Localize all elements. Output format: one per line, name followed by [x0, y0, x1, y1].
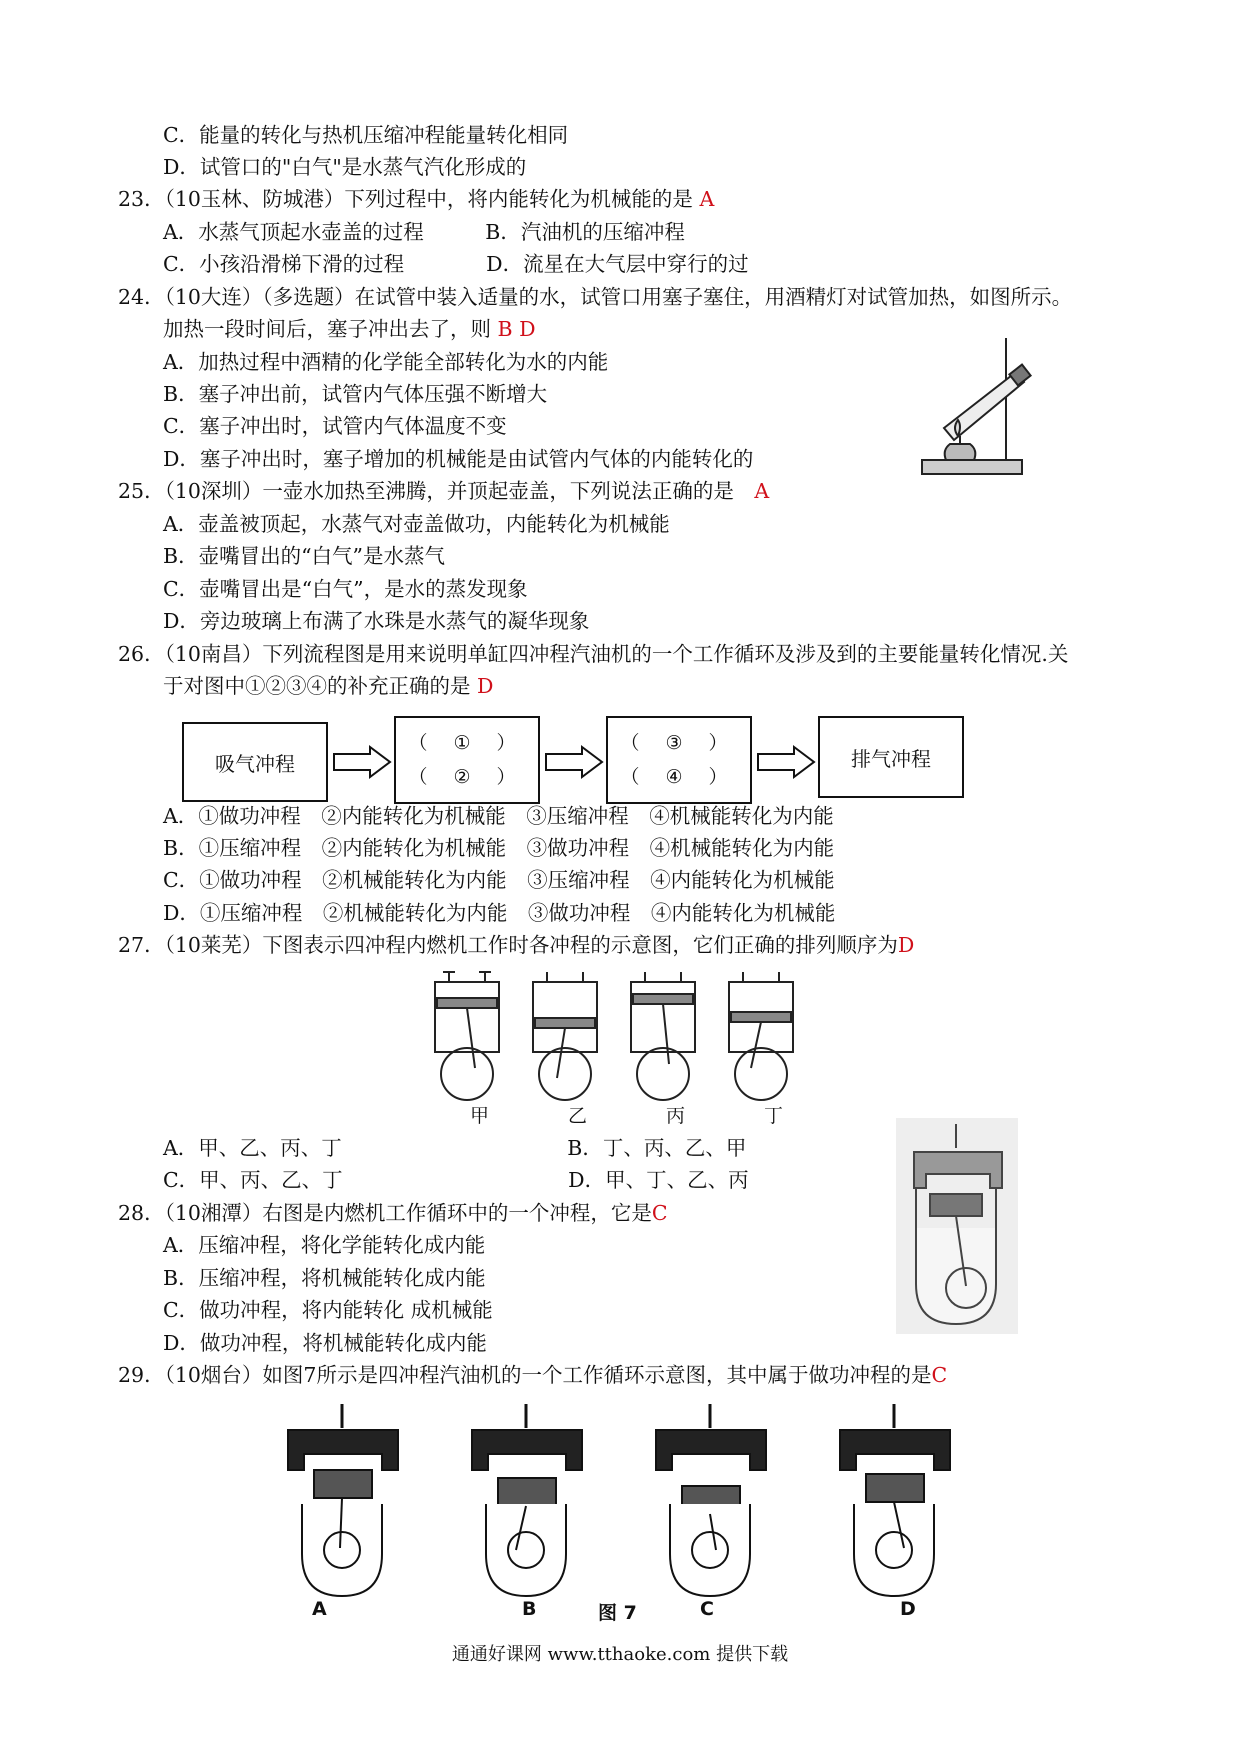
- q27-label: 乙: [568, 1105, 588, 1127]
- flow-arrow-icon: [332, 745, 392, 779]
- test-tube-apparatus-figure: [920, 332, 1040, 492]
- engine-diagram-c: [656, 1404, 766, 1596]
- line-16: 26．（10南昌）下列流程图是用来说明单缸四冲程汽油机的一个工作循环及涉及到的主要能量转化情况.关: [118, 642, 1069, 666]
- line-20: C．①做功冲程 ②机械能转化为内能 ③压缩冲程 ④内能转化为机械能: [163, 868, 835, 892]
- line-29: D．做功冲程，将机械能转化成内能: [163, 1331, 487, 1355]
- q29-caption: 图 7: [598, 1602, 637, 1624]
- line-21: D．①压缩冲程 ②机械能转化为内能 ③做功冲程 ④内能转化为机械能: [163, 901, 836, 925]
- line-2: 23．（10玉林、防城港）下列过程中，将内能转化为机械能的是 A: [118, 187, 715, 211]
- engine-diagram: [631, 972, 695, 1100]
- answer: B D: [497, 317, 536, 341]
- q27-label: 丁: [764, 1105, 784, 1127]
- line-12: A．壶盖被顶起，水蒸气对壶盖做功，内能转化为机械能: [163, 512, 670, 536]
- line-30: 29．（10烟台）如图7所示是四冲程汽油机的一个工作循环示意图，其中属于做功冲程的是C: [118, 1363, 948, 1387]
- line-4: C．小孩沿滑梯下滑的过程 D．流星在大气层中穿行的过: [163, 252, 749, 276]
- q29-label: C: [700, 1598, 714, 1620]
- answer: C: [931, 1363, 948, 1387]
- line-8: B．塞子冲出前，试管内气体压强不断增大: [163, 382, 548, 406]
- line-3: A．水蒸气顶起水壶盖的过程 B．汽油机的压缩冲程: [163, 220, 685, 244]
- q29-engine-figures: [268, 1400, 978, 1600]
- q29-label: B: [522, 1598, 537, 1620]
- line-6: 加热一段时间后，塞子冲出去了，则 B D: [163, 317, 536, 341]
- line-28: C．做功冲程，将内能转化 成机械能: [163, 1298, 493, 1322]
- q29-label: D: [900, 1598, 916, 1620]
- flow-arrow-icon: [544, 745, 604, 779]
- line-25: 28．（10湘潭）右图是内燃机工作循环中的一个冲程，它是C: [118, 1201, 668, 1225]
- line-18: A．①做功冲程 ②内能转化为机械能 ③压缩冲程 ④机械能转化为内能: [163, 804, 834, 828]
- answer: D: [477, 674, 494, 698]
- line-14: C．壶嘴冒出是“白气”，是水的蒸发现象: [163, 577, 528, 601]
- engine-diagram: [533, 972, 597, 1100]
- line-10: D．塞子冲出时，塞子增加的机械能是由试管内气体的内能转化的: [163, 447, 754, 471]
- q27-label: 丙: [666, 1105, 686, 1127]
- flow-box-exhaust: 排气冲程: [818, 716, 964, 798]
- engine-diagram: [435, 972, 499, 1100]
- line-19: B．①压缩冲程 ②内能转化为机械能 ③做功冲程 ④机械能转化为内能: [163, 836, 835, 860]
- q27-label: 甲: [470, 1105, 490, 1127]
- line-5: 24．（10大连）（多选题）在试管中装入适量的水，试管口用塞子塞住，用酒精灯对试管加热，如图所示。: [118, 285, 1073, 309]
- line-9: C．塞子冲出时，试管内气体温度不变: [163, 414, 507, 438]
- q29-label: A: [312, 1598, 327, 1620]
- engine-diagram-d: [840, 1404, 950, 1596]
- q27-engine-figure: [425, 968, 815, 1118]
- line-7: A．加热过程中酒精的化学能全部转化为水的内能: [163, 350, 609, 374]
- footer: 通通好课网 www.tthaoke.com 提供下载: [451, 1644, 789, 1665]
- line-17: 于对图中①②③④的补充正确的是 D: [163, 674, 494, 698]
- engine-diagram-a: [288, 1404, 398, 1596]
- engine-diagram-b: [472, 1404, 582, 1596]
- line-15: D．旁边玻璃上布满了水珠是水蒸气的凝华现象: [163, 609, 590, 633]
- flow-box-intake: 吸气冲程: [182, 722, 328, 802]
- engine-diagram: [729, 972, 793, 1100]
- line-11: 25．（10深圳）一壶水加热至沸腾，并顶起壶盖，下列说法正确的是 A: [118, 479, 770, 503]
- line-23: A．甲、乙、丙、丁 B．丁、丙、乙、甲: [163, 1136, 747, 1160]
- answer: C: [651, 1201, 668, 1225]
- line-0: C．能量的转化与热机压缩冲程能量转化相同: [163, 123, 569, 147]
- answer: A: [754, 479, 770, 503]
- answer: A: [699, 187, 715, 211]
- q28-engine-figure: [896, 1118, 1018, 1334]
- line-1: D．试管口的"白气"是水蒸气汽化形成的: [163, 155, 527, 179]
- line-26: A．压缩冲程，将化学能转化成内能: [163, 1233, 486, 1257]
- line-13: B．壶嘴冒出的“白气”是水蒸气: [163, 544, 446, 568]
- answer: D: [897, 933, 915, 957]
- flow-arrow-icon: [756, 745, 816, 779]
- line-27: B．压缩冲程，将机械能转化成内能: [163, 1266, 486, 1290]
- line-24: C．甲、丙、乙、丁 D．甲、丁、乙、丙: [163, 1168, 749, 1192]
- flow-box-1-2: （ ① ） （ ② ）: [394, 716, 540, 804]
- flow-box-3-4: （ ③ ） （ ④ ）: [606, 716, 752, 804]
- line-22: 27．（10莱芜）下图表示四冲程内燃机工作时各冲程的示意图，它们正确的排列顺序为D: [118, 933, 915, 957]
